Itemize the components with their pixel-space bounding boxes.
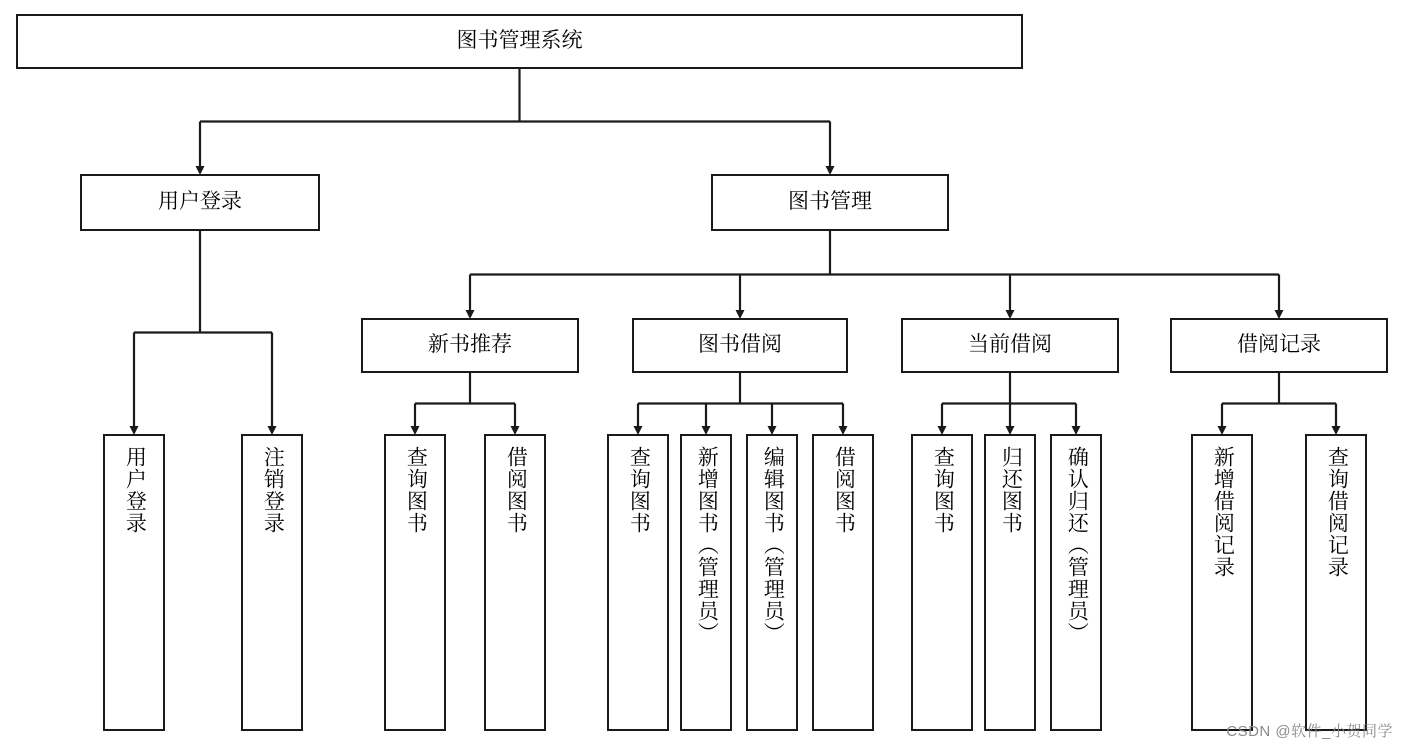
node-label: 借阅图书 — [832, 446, 856, 534]
node-root — [16, 14, 1023, 69]
node-label: 确认归还（管理员） — [1065, 446, 1089, 644]
node-label: 用户登录 — [123, 446, 147, 534]
node-label: 查询图书 — [627, 446, 651, 534]
node-label: 归还图书 — [999, 446, 1023, 534]
node-label: 新书推荐 — [428, 333, 512, 357]
node-leaf3 — [384, 434, 446, 731]
node-label: 查询借阅记录 — [1325, 446, 1349, 578]
node-record — [1170, 318, 1388, 373]
node-label: 新增图书（管理员） — [695, 446, 719, 644]
node-login — [80, 174, 320, 231]
watermark: CSDN @软件_小贺同学 — [1226, 723, 1393, 740]
node-leaf8 — [812, 434, 874, 731]
node-label: 图书管理系统 — [456, 29, 583, 53]
node-label: 借阅图书 — [504, 446, 528, 534]
node-label: 图书管理 — [788, 190, 872, 214]
node-leaf6 — [680, 434, 732, 731]
node-leaf12 — [1191, 434, 1253, 731]
node-newbook — [361, 318, 579, 373]
node-label: 查询图书 — [404, 446, 428, 534]
node-label: 借阅记录 — [1237, 333, 1321, 357]
node-leaf5 — [607, 434, 669, 731]
node-bookmgmt — [711, 174, 949, 231]
node-leaf4 — [484, 434, 546, 731]
node-leaf1 — [103, 434, 165, 731]
node-label: 用户登录 — [158, 190, 242, 214]
node-leaf7 — [746, 434, 798, 731]
node-label: 当前借阅 — [968, 333, 1052, 357]
node-leaf2 — [241, 434, 303, 731]
node-leaf13 — [1305, 434, 1367, 731]
node-label: 图书借阅 — [698, 333, 782, 357]
node-borrow — [632, 318, 848, 373]
node-leaf10 — [984, 434, 1036, 731]
node-current — [901, 318, 1119, 373]
node-leaf9 — [911, 434, 973, 731]
node-label: 新增借阅记录 — [1211, 446, 1235, 578]
node-label: 注销登录 — [261, 446, 285, 534]
node-label: 编辑图书（管理员） — [761, 446, 785, 644]
node-label: 查询图书 — [931, 446, 955, 534]
node-leaf11 — [1050, 434, 1102, 731]
